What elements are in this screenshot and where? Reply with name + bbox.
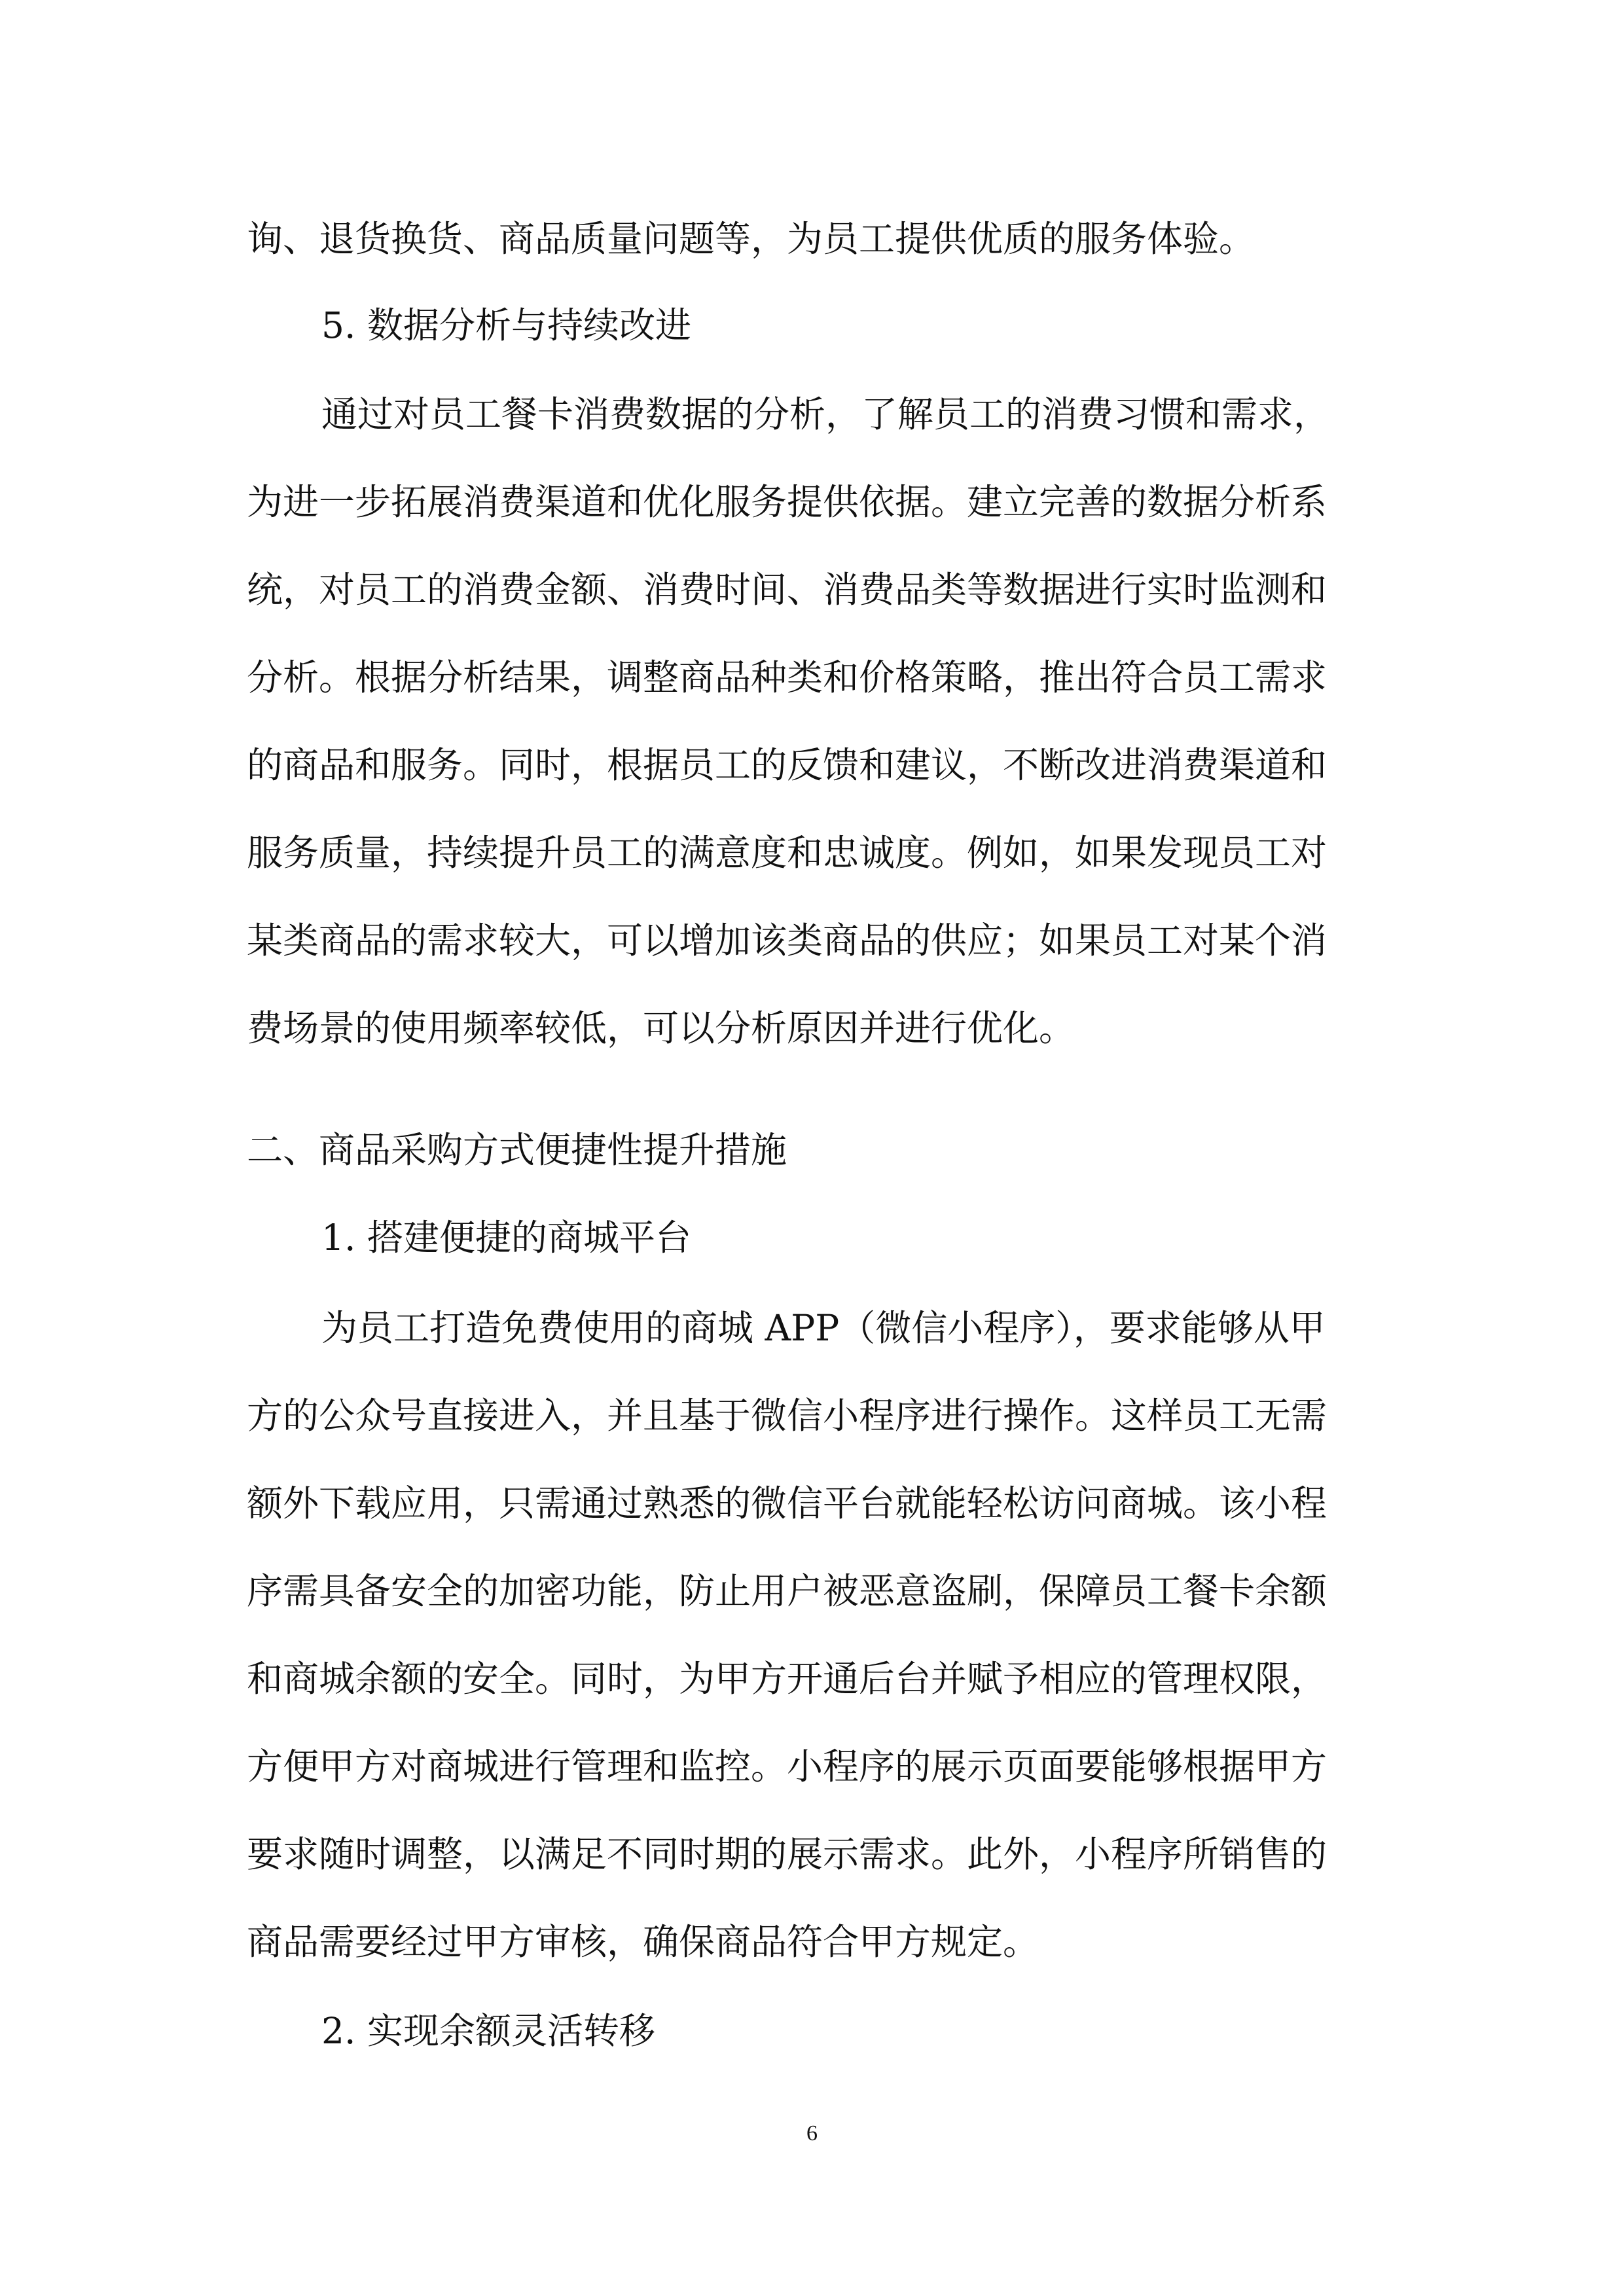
subsection-heading-2: 2. 实现余额灵活转移 [321, 2010, 655, 2052]
paragraph-line: 商品需要经过甲方审核，确保商品符合甲方规定。 [247, 1921, 1039, 1963]
paragraph-line: 的商品和服务。同时，根据员工的反馈和建议，不断改进消费渠道和 [247, 744, 1327, 786]
page-number: 6 [806, 2121, 818, 2145]
paragraph-line: 和商城余额的安全。同时，为甲方开通后台并赋予相应的管理权限， [247, 1658, 1327, 1700]
paragraph-line: 分析。根据分析结果，调整商品种类和价格策略，推出符合员工需求 [247, 656, 1327, 698]
section-heading-5: 5. 数据分析与持续改进 [321, 304, 691, 346]
paragraph-line: 方便甲方对商城进行管理和监控。小程序的展示页面要能够根据甲方 [247, 1746, 1327, 1787]
chapter-heading: 二、商品采购方式便捷性提升措施 [247, 1129, 787, 1171]
paragraph-line: 额外下载应用，只需通过熟悉的微信平台就能轻松访问商城。该小程 [247, 1482, 1327, 1524]
paragraph-line: 方的公众号直接进入，并且基于微信小程序进行操作。这样员工无需 [247, 1395, 1327, 1437]
paragraph-line: 序需具备安全的加密功能，防止用户被恶意盗刷，保障员工餐卡余额 [247, 1570, 1327, 1612]
paragraph-line: 要求随时调整，以满足不同时期的展示需求。此外，小程序所销售的 [247, 1833, 1327, 1875]
subsection-heading-1: 1. 搭建便捷的商城平台 [321, 1217, 691, 1259]
paragraph-line: 费场景的使用频率较低，可以分析原因并进行优化。 [247, 1007, 1075, 1049]
paragraph-line: 询、退货换货、商品质量问题等，为员工提供优质的服务体验。 [247, 218, 1255, 260]
paragraph-line: 统，对员工的消费金额、消费时间、消费品类等数据进行实时监测和 [247, 569, 1327, 611]
paragraph-line: 为进一步拓展消费渠道和优化服务提供依据。建立完善的数据分析系 [247, 481, 1327, 523]
paragraph-line: 通过对员工餐卡消费数据的分析，了解员工的消费习惯和需求， [321, 393, 1330, 435]
paragraph-line: 为员工打造免费使用的商城 APP（微信小程序），要求能够从甲 [321, 1307, 1326, 1349]
paragraph-line: 服务质量，持续提升员工的满意度和忠诚度。例如，如果发现员工对 [247, 832, 1327, 874]
paragraph-line: 某类商品的需求较大，可以增加该类商品的供应；如果员工对某个消 [247, 920, 1327, 961]
